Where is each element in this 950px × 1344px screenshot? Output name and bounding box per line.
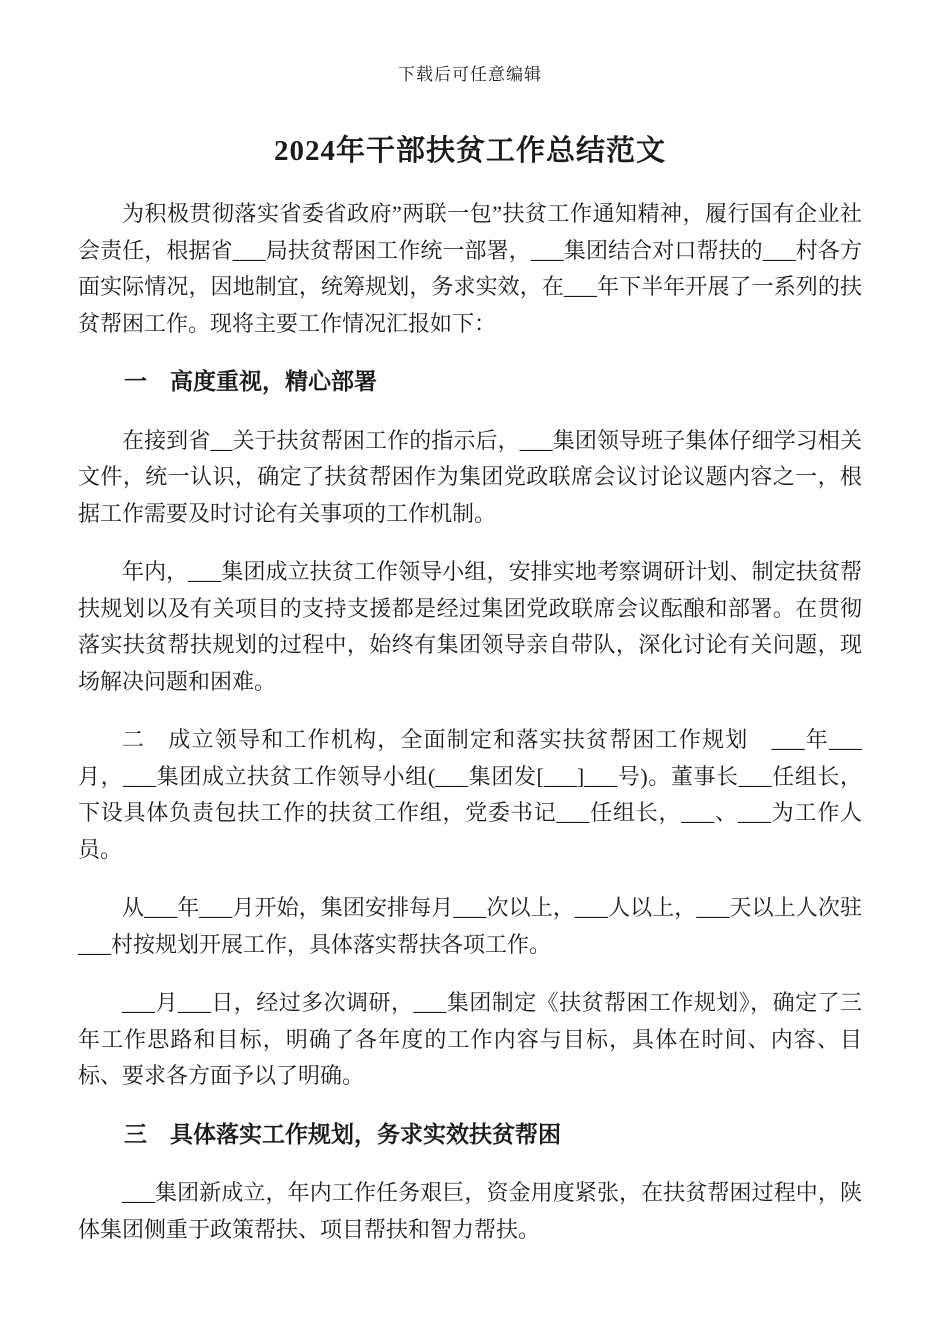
document-title: 2024年干部扶贫工作总结范文 <box>273 135 666 167</box>
paragraph-section2-b: 从___年___月开始，集团安排每月___次以上，___人以上，___天以上人次驻___村按规划开展工作，具体落实帮扶各项工作。 <box>78 895 862 957</box>
section-heading-3: 三 具体落实工作规划，务求实效扶贫帮困 <box>124 1121 561 1147</box>
page-header-note: 下载后可任意编辑 <box>398 65 542 84</box>
paragraph-section2-c: ___月___日，经过多次调研，___集团制定《扶贫帮困工作规划》，确定了三年工作思路和目标，明确了各年度的工作内容与目标，具体在时间、内容、目标、要求各方面予以了明确。 <box>78 990 862 1088</box>
paragraph-section1-a: 在接到省__关于扶贫帮困工作的指示后，___集团领导班子集体仔细学习相关文件，统一认识，确定了扶贫帮困作为集团党政联席会议讨论议题内容之一，根据工作需要及时讨论有关事项的工作机制。 <box>78 427 862 526</box>
paragraph-section2-a: 二 成立领导和工作机构，全面制定和落实扶贫帮困工作规划 ___年___月，___集团成立扶贫工作领导小组(___集团发[___]___号)。董事长___任组长，下设具体负责包扶工作的扶贫工作组，党委书记___任组长，___、___为工作人员。 <box>78 727 862 862</box>
paragraph-intro: 为积极贯彻落实省委省政府”两联一包”扶贫工作通知精神，履行国有企业社会责任，根据省___局扶贫帮困工作统一部署，___集团结合对口帮扶的___村各方面实际情况，因地制宜，统筹规划，务求实效，在___年下半年开展了一系列的扶贫帮困工作。现将主要工作情况汇报如下： <box>78 201 862 336</box>
document-body <box>78 196 862 1248</box>
paragraph-section3-a: ___集团新成立，年内工作任务艰巨，资金用度紧张，在扶贫帮困过程中，陕体集团侧重于政策帮扶、项目帮扶和智力帮扶。 <box>78 1180 862 1242</box>
section-heading-1: 一 高度重视，精心部署 <box>124 369 377 394</box>
paragraph-section1-b: 年内，___集团成立扶贫工作领导小组，安排实地考察调研计划、制定扶贫帮扶规划以及有关项目的支持支援都是经过集团党政联席会议酝酿和部署。在贯彻落实扶贫帮扶规划的过程中，始终有集团领导亲自带队，深化讨论有关问题，现场解决问题和困难。 <box>78 559 862 694</box>
